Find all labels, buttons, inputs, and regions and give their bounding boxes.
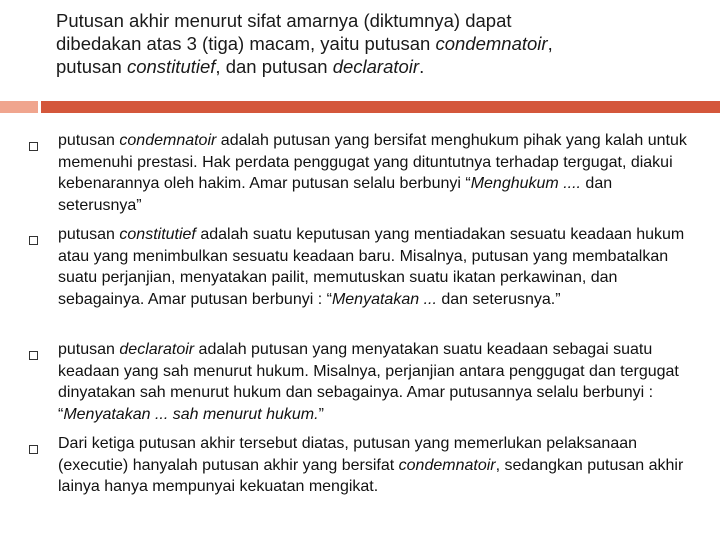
text-segment: ” xyxy=(318,405,324,423)
quote-italic: Menyatakan ... sah menurut hukum. xyxy=(63,405,319,423)
hollow-square-bullet-icon xyxy=(29,351,38,360)
title-line-2-end: , xyxy=(547,33,553,54)
list-item-text xyxy=(58,224,690,310)
title-line-3-text: putusan xyxy=(56,56,127,77)
term-italic: condemnatoir xyxy=(398,456,496,474)
title-term-condemnatoir: condemnatoir xyxy=(435,33,548,54)
hollow-square-bullet-icon xyxy=(29,236,38,245)
text-segment: , sedangkan putusan akhir lainya hanya mempunyai kekuatan mengikat. xyxy=(58,456,684,496)
text-segment: putusan xyxy=(58,226,120,243)
list-item-text xyxy=(58,130,690,216)
list-item-text xyxy=(58,339,690,425)
title-line-3-end: . xyxy=(419,56,425,77)
title-line-2-text: dibedakan atas 3 (tiga) macam, yaitu putusan xyxy=(56,33,436,54)
term-italic: declaratoir xyxy=(119,341,195,358)
term-italic: constitutief xyxy=(119,226,196,243)
text-segment: putusan xyxy=(58,132,120,149)
text-segment: adalah suatu keputusan yang mentiadakan sesuatu keadaan hukum atau yang menimbulkan sesuatu keadaan baru. Misalnya, putusan yang membatalkan suatu perjanjian, menyatakan pailit, memutuskan suatu ikatan perkawinan, dan sebagainya. Amar putusan berbunyi : “ xyxy=(58,226,685,308)
text-segment: adalah putusan yang bersifat menghukum pihak yang kalah untuk memenuhi prestasi. Hak perdata penggugat yang dituntutnya terhadap tergugat, diakui kebenarannya oleh hakim. Amar putusan selalu berbunyi “ xyxy=(58,132,687,193)
text-segment: dan seterusnya” xyxy=(58,175,613,214)
text-segment: Dari ketiga putusan akhir tersebut diatas, putusan yang memerlukan pelaksanaan (executie) hanyalah putusan akhir yang bersifat xyxy=(58,435,638,474)
quote-italic: Menyatakan ... xyxy=(331,290,437,308)
hollow-square-bullet-icon xyxy=(29,445,38,454)
text-segment: putusan xyxy=(58,341,120,358)
title-line-3-mid: , dan putusan xyxy=(215,56,333,77)
term-italic: condemnatoir xyxy=(119,132,217,149)
title-term-declaratoir: declaratoir xyxy=(332,56,420,77)
list-item-text xyxy=(58,433,690,498)
text-segment: dan seterusnya.” xyxy=(436,290,561,308)
title-term-constitutief: constitutief xyxy=(126,56,216,77)
text-segment: adalah putusan yang menyatakan suatu keadaan sebagai suatu keadaan yang sah menurut hukum. Misalnya, perjanjian antara penggugat dan tergugat dinyatakan sah menurut hukum dan sebagainya. Amar putusannya selalu berbunyi : “ xyxy=(58,341,679,423)
quote-italic: Menghukum .... xyxy=(470,175,581,193)
hollow-square-bullet-icon xyxy=(29,142,38,151)
title-line-1: Putusan akhir menurut sifat amarnya (diktumnya) dapat xyxy=(56,10,512,31)
